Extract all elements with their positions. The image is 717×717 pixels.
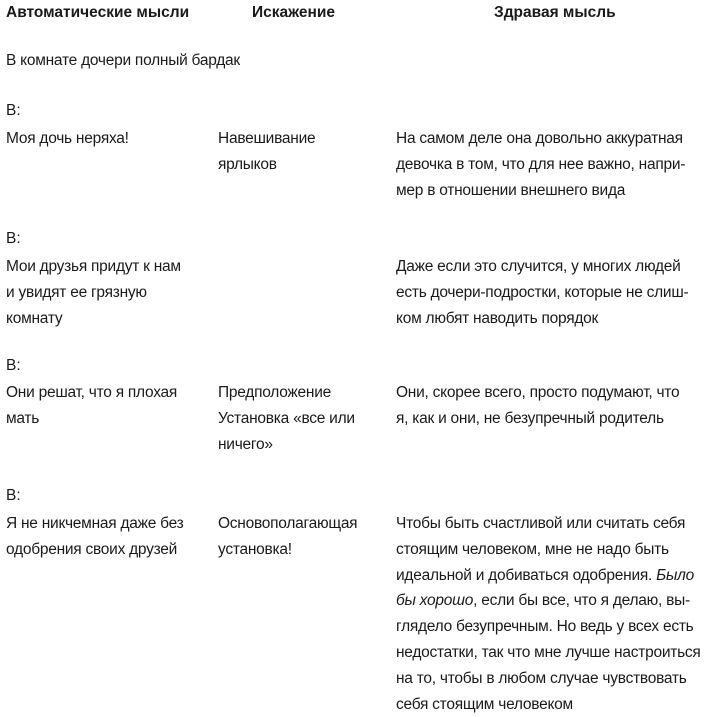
row-3-distortion-line-3: ничего» [218, 435, 273, 453]
row-4-sane-italic-1: Было [656, 566, 694, 584]
row-3-label: В: [6, 357, 21, 374]
column-header-sane-thought: Здравая мысль [494, 4, 616, 21]
row-1-sane-line-2: девочка в том, что для нее важно, напри- [396, 155, 686, 173]
row-3-distortion-line-1: Предположение [218, 384, 331, 401]
row-4-auto-line-1: Я не никчемная даже без [6, 515, 184, 532]
row-3-auto-line-1: Они решат, что я плохая [6, 384, 178, 401]
row-4-sane-line-2: стоящим человеком, мне не надо быть [396, 540, 669, 558]
row-4-sane-line-5: глядело безупречным. Но ведь у всех есть [396, 618, 694, 636]
row-3-sane-line-1: Они, скорее всего, просто подумают, что [396, 384, 680, 401]
row-1-sane-line-1: На самом деле она довольно аккуратная [396, 130, 683, 147]
row-3-sane-line-2: я, как и они, не безупречный родитель [396, 409, 664, 427]
row-3-distortion [218, 380, 388, 457]
row-2-label: В: [6, 230, 21, 247]
situation-text: В комнате дочери полный бардак [6, 52, 240, 69]
row-4-sane-line-4 [396, 588, 714, 614]
row-4-sane-line-6: недостатки, так что мне лучше настроиться [396, 643, 701, 661]
column-header-distortion: Искажение [252, 4, 336, 21]
column-header-automatic-thoughts: Автоматические мысли [6, 4, 190, 21]
row-4-sane-italic-2: бы хорошо [396, 592, 474, 610]
row-2-automatic-thought [6, 254, 206, 331]
row-4-auto-line-2: одобрения своих друзей [6, 540, 178, 558]
row-4-sane-line-7: на то, чтобы в любом случае чувствовать [396, 669, 687, 687]
row-2-sane-line-2: есть дочери-подростки, которые не слиш- [396, 283, 689, 301]
row-4-distortion [218, 511, 388, 563]
row-1-label: В: [6, 102, 21, 119]
row-1-distortion-line-1: Навешивание [218, 130, 316, 147]
row-1-sane-thought [396, 126, 714, 203]
row-4-sane-line-4-text: , если бы все, что я делаю, вы- [473, 592, 690, 610]
row-1-distortion-line-2: ярлыков [218, 155, 277, 173]
row-3-distortion-line-2: Установка «все или [218, 409, 355, 427]
row-2-auto-line-1: Мои друзья придут к нам [6, 258, 181, 275]
row-4-sane-line-1: Чтобы быть счастливой или считать себя [396, 515, 686, 532]
row-2-auto-line-2: и увидят ее грязную [6, 283, 147, 301]
row-4-distortion-line-2: установка! [218, 540, 292, 558]
row-1-auto-line-1: Моя дочь неряха! [6, 130, 129, 147]
row-4-label: В: [6, 487, 21, 504]
row-4-automatic-thought [6, 511, 206, 563]
row-4-sane-line-3 [396, 563, 714, 589]
row-3-automatic-thought [6, 380, 206, 432]
row-3-sane-thought [396, 380, 714, 432]
row-1-sane-line-3: мер в отношении внешнего вида [396, 181, 626, 199]
row-4-sane-thought [396, 511, 714, 717]
row-4-distortion-line-1: Основополагающая [218, 515, 358, 532]
row-2-sane-line-1: Даже если это случится, у многих людей [396, 258, 681, 275]
row-1-distortion [218, 126, 388, 178]
row-2-sane-line-3: ком любят наводить порядок [396, 309, 599, 327]
row-2-auto-line-3: комнату [6, 309, 63, 327]
row-3-auto-line-2: мать [6, 409, 40, 427]
row-4-sane-line-3-text: идеальной и добиваться одобрения. [396, 566, 653, 584]
row-4-sane-line-8: себя стоящим человеком [396, 695, 573, 713]
row-1-automatic-thought [6, 126, 206, 152]
row-2-sane-thought [396, 254, 714, 331]
